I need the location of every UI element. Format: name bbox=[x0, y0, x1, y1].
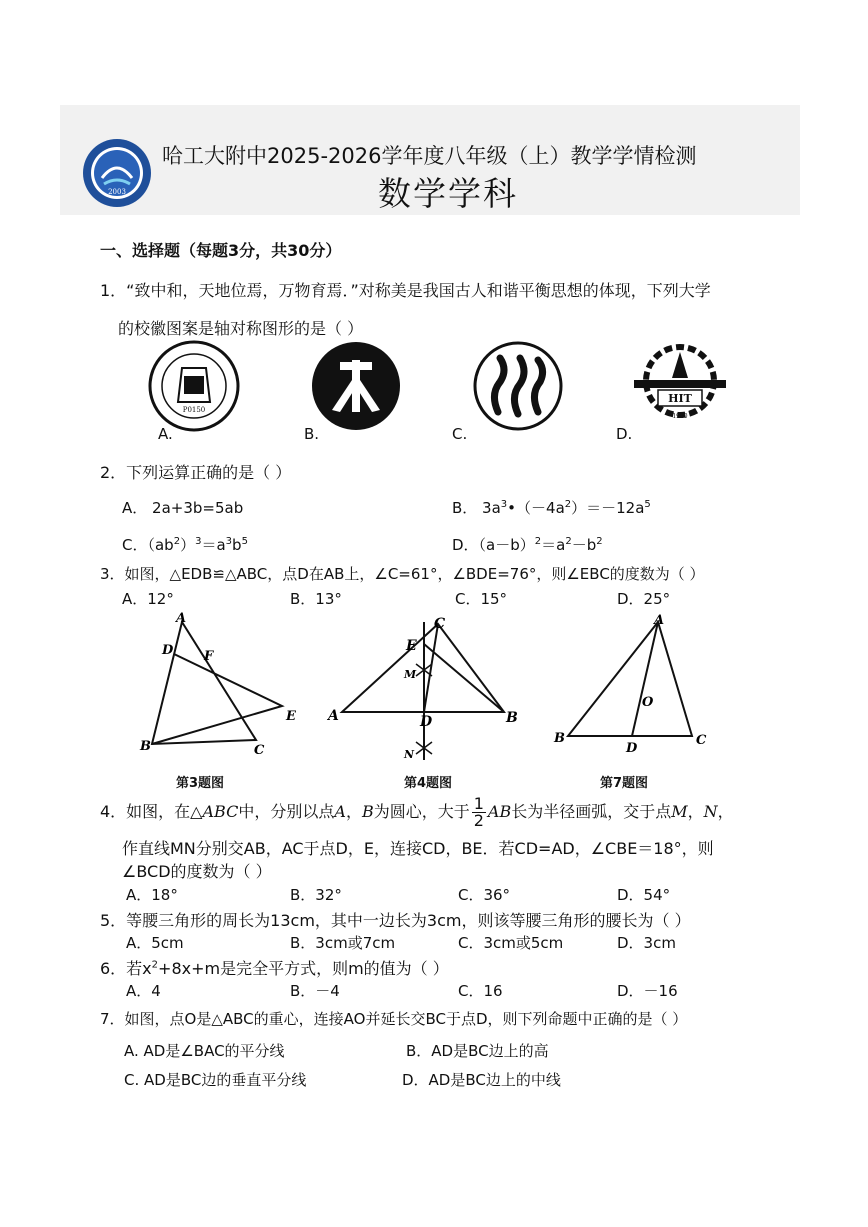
emblem-a-text: P0150 bbox=[182, 406, 206, 414]
fig3-label-f: F bbox=[204, 649, 214, 664]
fig3-label-d: D bbox=[162, 643, 174, 658]
q7-stem: 7．如图，点O是△ABC的重心，连接AO并延长交BC于点D，则下列命题中正确的是（ ） bbox=[100, 1010, 688, 1028]
fig7-label-o: O bbox=[642, 695, 654, 710]
emblem-a-icon bbox=[148, 340, 240, 432]
emblem-d-icon bbox=[628, 338, 732, 424]
fig3-label-b: B bbox=[140, 739, 151, 754]
fig3-label-c: C bbox=[254, 743, 265, 758]
q2-stem: 2．下列运算正确的是（ ） bbox=[100, 463, 292, 482]
fig7-label-a: A bbox=[654, 613, 665, 628]
q3-stem: 3．如图，△EDB≌△ABC，点D在AB上，∠C=61°，∠BDE=76°，则∠EBC的度数为（ ） bbox=[100, 565, 705, 583]
figure-q4 bbox=[320, 612, 530, 772]
subject-title: 数学学科 bbox=[378, 174, 518, 213]
q4-option-a: A．18° bbox=[126, 886, 178, 904]
q3-option-c: C．15° bbox=[455, 590, 508, 608]
q6-option-a: A．4 bbox=[126, 982, 161, 1000]
q6-option-b: B．－4 bbox=[290, 982, 340, 1000]
fig4-label-d: D bbox=[420, 714, 433, 730]
q1-stem-line2: 的校徽图案是轴对称图形的是（ ） bbox=[118, 319, 364, 338]
q1-option-a: A. bbox=[158, 425, 173, 443]
emblem-c-icon bbox=[472, 340, 564, 432]
q4-stem-line3: ∠BCD的度数为（ ） bbox=[122, 862, 272, 881]
q3-option-b: B．13° bbox=[290, 590, 342, 608]
fig4-label-c: C bbox=[434, 616, 446, 632]
fig4-label-n: N bbox=[404, 748, 415, 761]
figure-q3 bbox=[130, 608, 310, 768]
q1-option-d: D. bbox=[616, 425, 633, 443]
q4-stem-line1: 4．如图，在△ABC中，分别以点A，B为圆心，大于 $\frac{1}{2}$ AB长为半径画弧，交于点M，N， bbox=[100, 794, 734, 830]
q7-option-a: A. AD是∠BAC的平分线 bbox=[124, 1042, 285, 1060]
q5-option-b: B．3cm或7cm bbox=[290, 934, 396, 952]
q2-option-c: C．$(ab^2)^3=a^3b^5$ bbox=[122, 536, 248, 554]
q4-option-c: C．36° bbox=[458, 886, 511, 904]
fraction-one-half: $\frac{1}{2}$ bbox=[473, 794, 484, 830]
fig4-caption: 第4题图 bbox=[404, 776, 453, 791]
logo-year: 2003 bbox=[108, 188, 126, 196]
emblem-d-text: HIT bbox=[668, 392, 692, 405]
exam-title: 哈工大附中2025-2026学年度八年级（上）教学学情检测 bbox=[162, 144, 697, 168]
q2-option-d: D．$(a-b)^2=a^2-b^2$ bbox=[452, 536, 603, 554]
fig3-label-a: A bbox=[176, 611, 187, 626]
q2-option-b: B． $3a^3•(-4a^2)=-12a^5$ bbox=[452, 499, 651, 517]
q5-option-a: A．5cm bbox=[126, 934, 184, 952]
section-heading: 一、选择题（每题3分，共30分） bbox=[100, 241, 342, 260]
figure-q7 bbox=[550, 612, 720, 762]
fig7-label-b: B bbox=[554, 731, 565, 746]
q7-option-c: C. AD是BC边的垂直平分线 bbox=[124, 1071, 307, 1089]
fig3-label-e: E bbox=[286, 709, 296, 724]
q3-option-a: A．12° bbox=[122, 590, 174, 608]
q6-option-c: C．16 bbox=[458, 982, 503, 1000]
q2-option-a: A． 2a+3b=5ab bbox=[122, 499, 244, 517]
fig4-label-b: B bbox=[506, 710, 518, 726]
q5-option-d: D．3cm bbox=[617, 934, 676, 952]
q1-option-c: C. bbox=[452, 425, 468, 443]
q3-option-d: D．25° bbox=[617, 590, 671, 608]
q7-option-d: D．AD是BC边上的中线 bbox=[402, 1071, 561, 1089]
q6-option-d: D．－16 bbox=[617, 982, 678, 1000]
q1-stem-line1: 1．“致中和，天地位焉，万物育焉．”对称美是我国古人和谐平衡思想的体现，下列大学 bbox=[100, 281, 711, 300]
q1-option-b: B. bbox=[304, 425, 320, 443]
q5-option-c: C．3cm或5cm bbox=[458, 934, 564, 952]
fig7-caption: 第7题图 bbox=[600, 776, 649, 791]
q6-stem: 6．若$x^2+8x+m$是完全平方式，则m的值为（ ） bbox=[100, 959, 449, 978]
emblem-b-icon bbox=[310, 340, 402, 432]
fig3-caption: 第3题图 bbox=[176, 776, 225, 791]
fig4-label-m: M bbox=[404, 668, 417, 681]
q4-option-b: B．32° bbox=[290, 886, 342, 904]
fig7-label-c: C bbox=[696, 733, 707, 748]
fig4-label-e: E bbox=[406, 638, 417, 654]
q4-stem-line2: 作直线MN分别交AB，AC于点D，E，连接CD，BE．若CD=AD，∠CBE＝18°，则 bbox=[122, 839, 714, 858]
fig4-label-a: A bbox=[328, 708, 339, 724]
q4-option-d: D．54° bbox=[617, 886, 671, 904]
q7-option-b: B．AD是BC边上的高 bbox=[406, 1042, 549, 1060]
emblem-d-year: 1920 bbox=[672, 413, 688, 420]
fig7-label-d: D bbox=[626, 741, 638, 756]
q5-stem: 5．等腰三角形的周长为13cm，其中一边长为3cm，则该等腰三角形的腰长为（ ） bbox=[100, 911, 691, 930]
school-logo-icon bbox=[82, 138, 152, 208]
